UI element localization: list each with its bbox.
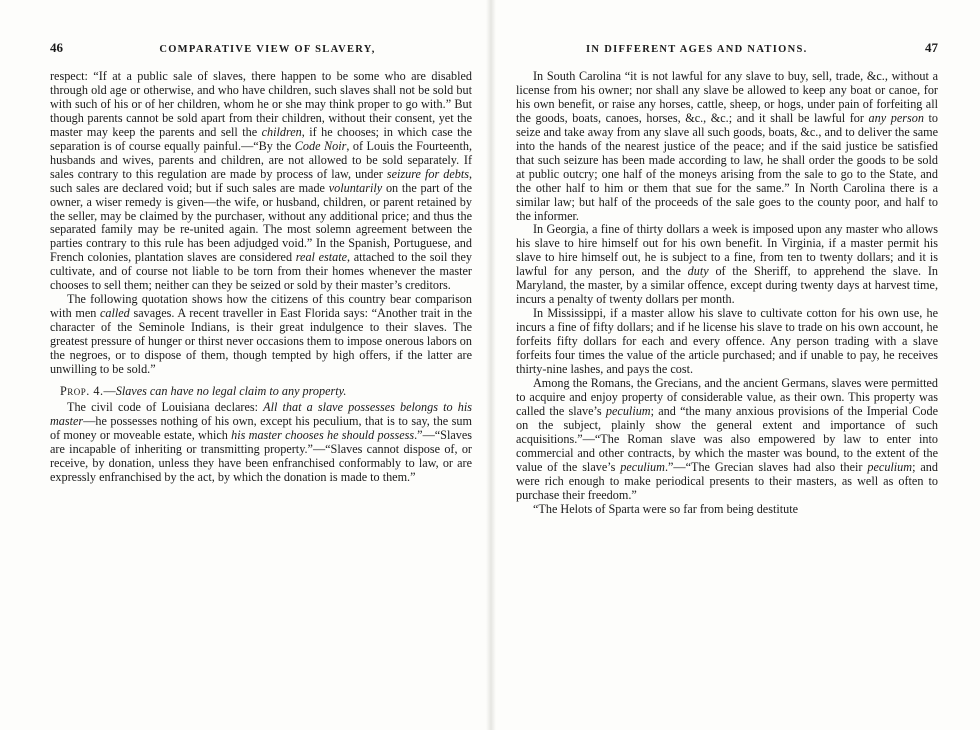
left-paragraph: The following quotation shows how the citizens of this country bear comparison with men called savages. A recent traveller in East Florida says: “Another trait in the character of the Seminole Indians, is their great indulgence to their slaves. The greatest pressure of hunger or thirst never occasions them to impose onerous labors on the negroes, or to dispose of them, though tempted by high offers, if the latter are unwilling to be sold.” bbox=[50, 292, 472, 377]
right-page bbox=[490, 0, 980, 730]
left-paragraph: The civil code of Louisiana declares: All that a slave possesses belongs to his master—he possesses nothing of his own, except his peculium, that is to say, the sum of money or moveable estate, which his master chooses he should possess.”—“Slaves are incapable of inheriting or transmitting property.”—“Slaves cannot dispose of, or receive, by donation, unless they have been enfranchised conformably to law, or are expressly enfranchised by the act, by which the donation is made to them.” bbox=[50, 399, 472, 484]
right-paragraph: In South Carolina “it is not lawful for any slave to buy, sell, trade, &c., without a license from his owner; nor shall any slave be allowed to keep any boat or canoe, for his own benefit, or raise any horses, cattle, sheep, or hogs, under pain of forfeiting all the goods, boats, canoes, horses, &c., &c.; and it shall be lawful for any person to seize and take away from any slave all such goods, boats, &c., and to deliver the same into the hands of the nearest justice of the peace; and if the said justice be satisfied that such seizure has been made according to law, he shall order the goods to be sold at public outcry; one half of the moneys arising from the sale to go to the State, and the other half to him or them that sue for the same.” In North Carolina there is a similar law; but half of the proceeds of the sale goes to the county poor, and half to the informer. bbox=[516, 69, 938, 223]
left-paragraph bbox=[50, 385, 472, 399]
left-page-number: 46 bbox=[50, 40, 63, 55]
right-paragraph: In Mississippi, if a master allow his slave to cultivate cotton for his own use, he incurs a fine of fifty dollars; and if he license his slave to trade on his own account, he forfeits fifty dollars for each and every offence. Any person trading with a slave forfeits four times the value of the article purchased; and if unable to pay, he receives thirty-nine lashes, and pays the cost. bbox=[516, 306, 938, 377]
left-paragraph: respect: “If at a public sale of slaves, there happen to be some who are disabled through old age or otherwise, and who have children, such slaves shall not be sold but with such of his or of her children, whom he or she may think proper to go with.” But though parents cannot be sold apart from their children, without their consent, yet the master may keep the parents and sell the children, if he chooses; in which case the separation is of course equally painful.—“By the Code Noir, of Louis the Fourteenth, husbands and wives, parents and children, are not allowed to be sold separately. If sales contrary to this regulation are made by process of law, under seizure for debts, such sales are declared void; but if such sales are made voluntarily on the part of the owner, a wiser remedy is given—the wife, or husband, children, or parent retained by the seller, may be claimed by the purchaser, without any additional price; and thus the separated family may be re-united again. The most solemn agreement between the parties contrary to this rule has been adjudged void.” In the Spanish, Portuguese, and French colonies, plantation slaves are considered real estate, attached to the soil they cultivate, and of course not liable to be torn from their homes whenever the master chooses to sell them; neither can they be seized or sold by their master’s creditors. bbox=[50, 69, 473, 293]
right-paragraph: In Georgia, a fine of thirty dollars a week is imposed upon any master who allows his slave to hire himself out for his own benefit. In Virginia, if a master permit his slave to hire himself out, he is subject to a fine, from ten to twenty dollars; and it is lawful for any person, and the duty of the Sheriff, to apprehend the slave. In Maryland, the master, by a similar offence, except during twenty days at harvest time, incurs a penalty of twenty dollars per month. bbox=[516, 222, 939, 307]
left-running-head bbox=[50, 40, 472, 56]
right-running-head bbox=[516, 40, 938, 56]
left-running-title: COMPARATIVE VIEW OF SLAVERY, bbox=[159, 44, 376, 55]
left-body-text bbox=[50, 70, 472, 485]
proposition-text: —Slaves can have no legal claim to any property. bbox=[103, 383, 347, 398]
right-paragraph: “The Helots of Sparta were so far from being destitute bbox=[533, 501, 798, 516]
proposition-label: Prop. 4. bbox=[60, 383, 104, 398]
right-running-title: IN DIFFERENT AGES AND NATIONS. bbox=[586, 44, 808, 55]
right-page-number: 47 bbox=[925, 40, 938, 55]
right-body-text bbox=[516, 70, 938, 517]
right-paragraph: Among the Romans, the Grecians, and the ancient Germans, slaves were permitted to acquire and enjoy property of considerable value, as their own. This property was called the slave’s peculium; and “the many anxious provisions of the Imperial Code on the subject, plainly show the general extent and importance of such acquisitions.”—“The Roman slave was also empowered by law to enter into commercial and other contracts, by which the master was bound, to the extent of the value of the slave’s peculium.”—“The Grecian slaves had also their peculium; and were rich enough to make periodical presents to their masters, as well as often to purchase their freedom.” bbox=[516, 375, 939, 502]
